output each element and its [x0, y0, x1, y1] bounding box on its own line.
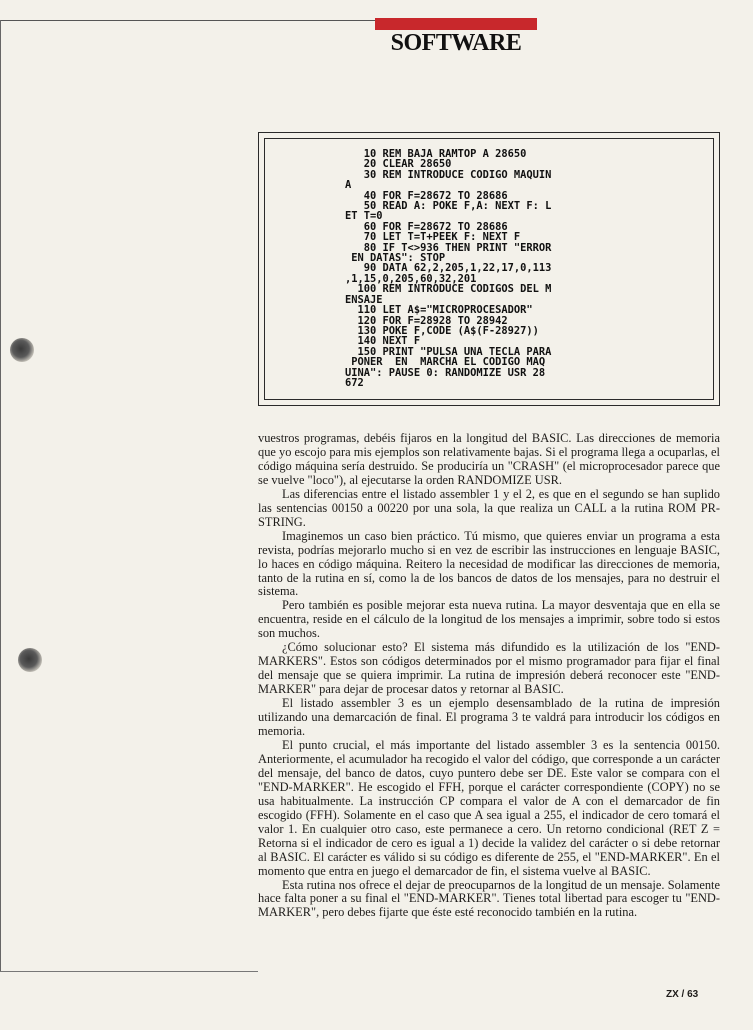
code-line: 70 LET T=T+PEEK F: NEXT F — [363, 231, 521, 244]
code-line: 60 FOR F=28672 TO 28686 — [363, 220, 508, 233]
code-line: EN DATAS": STOP — [351, 252, 446, 265]
code-line: 100 REM INTRODUCE CODIGOS DEL M — [357, 283, 552, 296]
code-line: ET T=0 — [345, 210, 383, 223]
article-paragraph: vuestros programas, debéis fijaros en la longitud del BASIC. Las direcciones de memoria que yo escojo para mis ejemplos son relativamente bajas. Si el programa llega a ocuparlas, el código máquina sería destruido. Se produciría un "CRASH" (el microprocesador parece que se vuelve "loco"), al ejecutarse la orden RANDOMIZE USR. — [258, 431, 720, 487]
code-line: 130 POKE F,CODE (A$(F-28927)) — [357, 324, 539, 337]
punch-hole — [10, 338, 34, 362]
code-line: 50 READ A: POKE F,A: NEXT F: L — [363, 200, 552, 213]
code-line: 140 NEXT F — [357, 335, 421, 348]
code-line: 120 FOR F=28928 TO 28942 — [357, 314, 508, 327]
code-line: 150 PRINT "PULSA UNA TECLA PARA — [357, 345, 552, 358]
section-red-bar — [375, 18, 537, 30]
code-line: 30 REM INTRODUCE CODIGO MAQUIN — [363, 168, 552, 181]
code-line: 110 LET A$="MICROPROCESADOR" — [357, 304, 533, 317]
code-line: A — [345, 179, 352, 192]
code-line: 10 REM BAJA RAMTOP A 28650 — [363, 148, 527, 160]
article-body — [258, 432, 720, 920]
code-line: 40 FOR F=28672 TO 28686 — [363, 189, 508, 202]
code-line: UINA": PAUSE 0: RANDOMIZE USR 28 — [345, 366, 546, 379]
code-line: 90 DATA 62,2,205,1,22,17,0,113 — [363, 262, 552, 275]
article-paragraph: ¿Cómo solucionar esto? El sistema más difundido es la utilización de los "END-MARKERS". Estos son códigos determinados por el mismo programador para fijar el final del mensaje que se quiera imprimir. La rutina de impresión deberá reconocer este "END-MARKER" para dejar de procesar datos y retornar al BASIC. — [258, 640, 720, 697]
article-paragraph: Imaginemos un caso bien práctico. Tú mismo, que quieres enviar un programa a esta revista, podrías mejorarlo mucho si en vez de escribir las instrucciones en lenguaje BASIC, lo haces en código máquina. Reitero la necesidad de modificar las direcciones de memoria, tanto de la rutina en sí, como la de los bancos de datos de los mensajes, para no destruir el sistema. — [258, 528, 720, 599]
article-paragraph: El punto crucial, el más importante del listado assembler 3 es la sentencia 00150. Anteriormente, el acumulador ha recogido el valor del código, que corresponde a un carácter del mensaje, del banco de datos, cuyo puntero debe ser DE. Este valor se compara con el "END-MARKER". He escogido el FFH, porque el carácter correspondiente (COPY) no se usa habitualmente. La instrucción CP compara el valor de A con el demarcador de fin escogido (FFH). Solamente en el caso que A sea igual a 255, el indicador de cero tomará el valor 1. En cualquier otro caso, este permanece a cero. Un retorno condicional (RET Z = Retorna si el indicador de cero es igual a 1) decide la validez del carácter o si debe retornar al BASIC. El carácter es válido si su código es diferente de 255, el "END-MARKER". En el momento que entra en juego el demarcador de fin, el sistema vuelve al BASIC. — [258, 737, 720, 878]
article-paragraph: Esta rutina nos ofrece el dejar de preocuparnos de la longitud de un mensaje. Solamente hace falta poner a su final el "END-MARKER". Tienes total libertad para escoger tu "END-MARKER", pero debes fijarte que éste esté reconocido también en la rutina. — [258, 877, 720, 920]
code-line: PONER EN MARCHA EL CODIGO MAQ — [351, 356, 546, 369]
basic-code-listing — [345, 149, 645, 388]
article-paragraph: Pero también es posible mejorar esta nueva rutina. La mayor desventaja que en ella se encuentra, reside en el cálculo de la longitud de los mensajes a imprimir, sobre todo si estos son muchos. — [258, 598, 720, 641]
code-line: 20 CLEAR 28650 — [363, 158, 452, 171]
code-line: 80 IF T<>936 THEN PRINT "ERROR — [363, 241, 552, 254]
section-title: SOFTWARE — [390, 30, 522, 56]
code-line: 672 — [345, 376, 364, 389]
code-line: ,1,15,0,205,60,32,201 — [345, 272, 477, 285]
bottom-rule — [0, 971, 258, 972]
left-rule — [0, 20, 1, 972]
top-rule — [0, 20, 375, 21]
article-paragraph: El listado assembler 3 es un ejemplo desensamblado de la rutina de impresión utilizando una demarcación de final. El programa 3 te valdrá para introducir los códigos en memoria. — [258, 696, 720, 739]
code-line: ENSAJE — [345, 293, 383, 306]
punch-hole — [18, 648, 42, 672]
page-number: ZX / 63 — [666, 989, 699, 1000]
article-paragraph: Las diferencias entre el listado assembler 1 y el 2, es que en el segundo se han suplido las sentencias 00150 a 00220 por una sola, la que realiza un CALL a la rutina ROM PR-STRING. — [258, 486, 720, 529]
